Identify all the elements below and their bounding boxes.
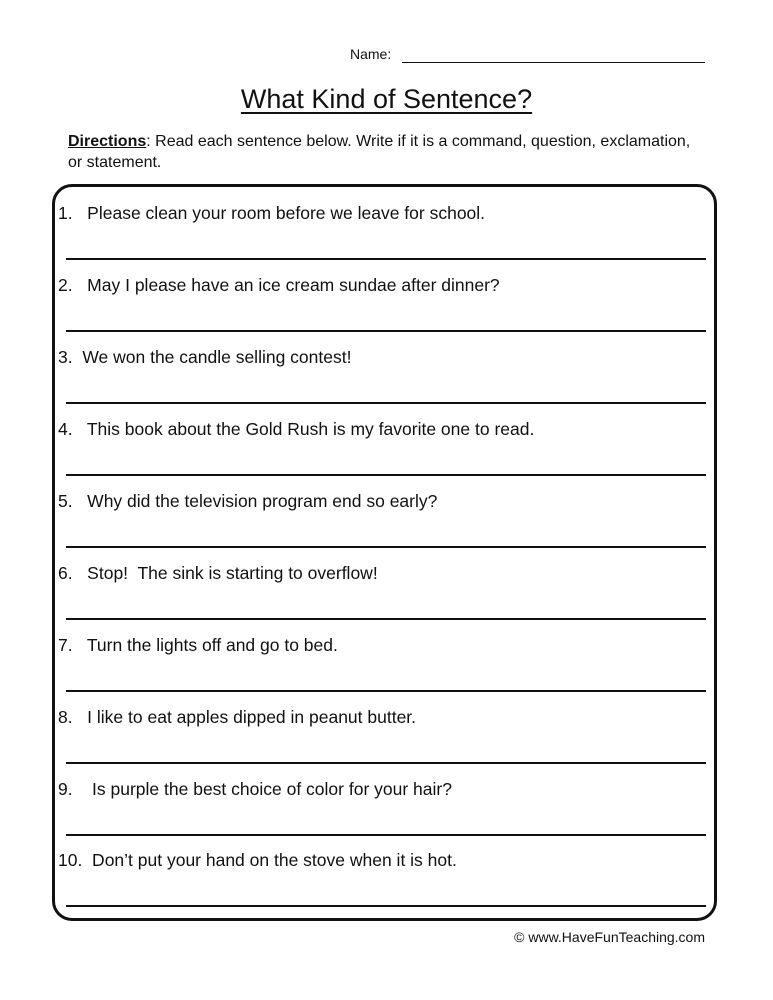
list-item — [58, 707, 713, 779]
list-item — [58, 635, 713, 707]
name-field — [350, 46, 710, 68]
sentence-text: 1. Please clean your room before we leave for school. — [58, 203, 486, 223]
list-item — [58, 203, 713, 275]
sentence-text: 9. Is purple the best choice of color for your hair? — [58, 779, 452, 799]
list-item — [58, 779, 713, 851]
answer-line[interactable] — [66, 762, 706, 764]
answer-line[interactable] — [66, 402, 706, 404]
answer-line[interactable] — [66, 330, 706, 332]
copyright-footer: © www.HaveFunTeaching.com — [514, 929, 705, 945]
list-item — [58, 491, 713, 563]
sentence-text: 5. Why did the television program end so early? — [58, 491, 438, 511]
sentence-text: 8. I like to eat apples dipped in peanut butter. — [58, 707, 417, 727]
answer-line[interactable] — [66, 690, 706, 692]
list-item — [58, 563, 713, 635]
answer-line[interactable] — [66, 834, 706, 836]
list-item — [58, 347, 713, 419]
directions-text: : Read each sentence below. Write if it is a command, question, exclamation, or statement. — [68, 133, 691, 171]
sentence-text: 7. Turn the lights off and go to bed. — [58, 635, 338, 655]
sentence-text: 3. We won the candle selling contest! — [58, 347, 352, 367]
sentence-text: 4. This book about the Gold Rush is my favorite one to read. — [58, 419, 535, 439]
answer-line[interactable] — [66, 258, 706, 260]
answer-line[interactable] — [66, 474, 706, 476]
answer-line[interactable] — [66, 905, 706, 907]
directions — [68, 131, 708, 173]
sentence-text: 10. Don’t put your hand on the stove when it is hot. — [58, 850, 457, 870]
sentence-text: 6. Stop! The sink is starting to overflow! — [58, 563, 378, 583]
directions-label: Directions — [68, 133, 147, 150]
name-label: Name: — [350, 46, 392, 62]
answer-line[interactable] — [66, 618, 706, 620]
list-item — [58, 275, 713, 347]
sentence-text: 2. May I please have an ice cream sundae after dinner? — [58, 275, 500, 295]
name-write-line[interactable] — [402, 62, 705, 63]
page-title: What Kind of Sentence? — [240, 84, 533, 114]
list-item — [58, 850, 713, 922]
list-item — [58, 419, 713, 491]
answer-line[interactable] — [66, 546, 706, 548]
